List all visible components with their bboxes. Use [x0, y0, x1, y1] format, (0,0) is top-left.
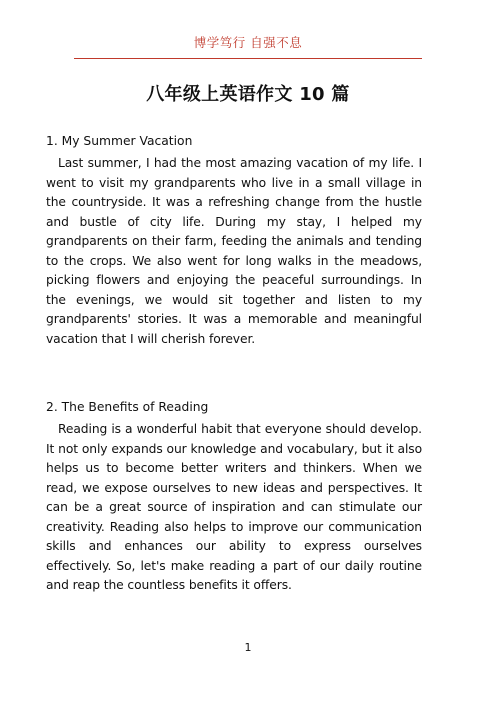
- essay-heading: 2. The Benefits of Reading: [46, 400, 209, 414]
- essay-section-2: [46, 397, 422, 596]
- header-motto: 博学笃行 自强不息: [193, 35, 303, 50]
- page-number: 1: [244, 641, 252, 654]
- document-title: 八年级上英语作文 10 篇: [146, 84, 350, 105]
- essay-section-1: [46, 131, 422, 349]
- essay-paragraph: Reading is a wonderful habit that everyone should develop. It not only expands our knowledge and vocabulary, but it also helps us to become better writers and thinkers. When we read, we expose ourselves to new ideas and perspectives. It can be a great source of inspiration and can stimulate our creativity. Reading also helps to improve our communication skills and enhances our ability to express ourselves effectively. So, let's make reading a part of our daily routine and reap the countless benefits it offers.: [46, 422, 422, 592]
- essay-heading: 1. My Summer Vacation: [46, 134, 193, 148]
- header-divider: [74, 58, 422, 59]
- essay-paragraph: Last summer, I had the most amazing vacation of my life. I went to visit my grandparents who live in a small village in the countryside. It was a refreshing change from the hustle and bustle of city life. During my stay, I helped my grandparents on their farm, feeding the animals and tending to the crops. We also went for long walks in the meadows, picking flowers and enjoying the peaceful surroundings. In the evenings, we would sit together and listen to my grandparents' stories. It was a memorable and meaningful vacation that I will cherish forever.: [46, 156, 422, 346]
